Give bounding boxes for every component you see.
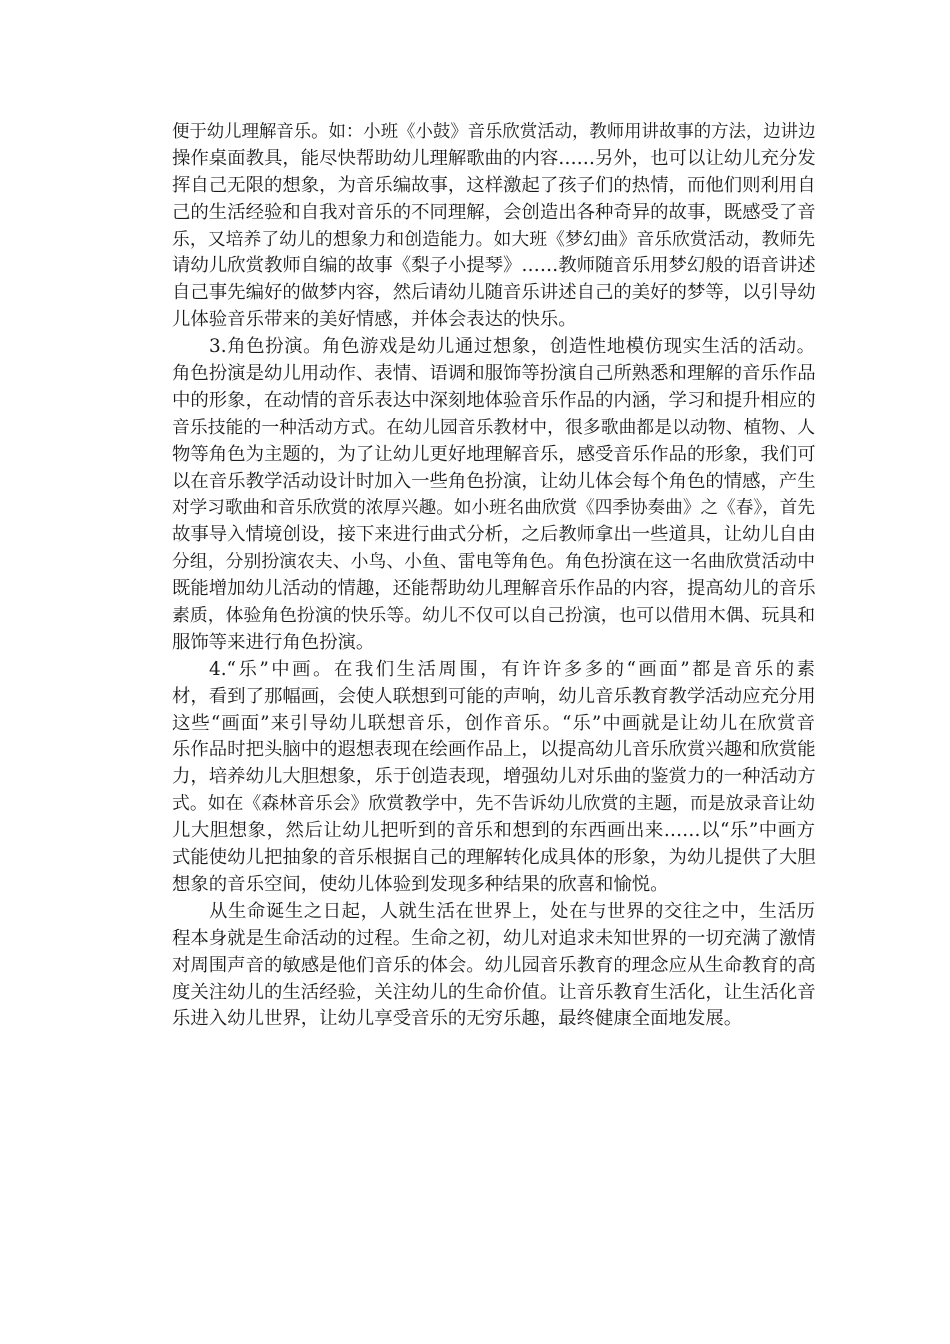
text-line: 角色扮演是幼儿用动作、表情、语调和服饰等扮演自己所熟悉和理解的音乐作品 [172,363,816,385]
text-line: 程本身就是生命活动的过程。生命之初，幼儿对追求未知世界的一切充满了激情 [172,927,816,949]
text-line: 对周围声音的敏感是他们音乐的体会。幼儿园音乐教育的理念应从生命教育的高 [172,954,816,976]
text-line: 以在音乐教学活动设计时加入一些角色扮演，让幼儿体会每个角色的情感，产生 [172,470,816,492]
paragraph-first-line: 3.角色扮演。角色游戏是幼儿通过想象，创造性地模仿现实生活的活动。 [209,336,815,358]
text-line: 度关注幼儿的生活经验，关注幼儿的生命价值。让音乐教育生活化，让生活化音 [172,981,816,1003]
text-line: 服饰等来进行角色扮演。 [172,631,375,653]
text-line: 操作桌面教具，能尽快帮助幼儿理解歌曲的内容……另外，也可以让幼儿充分发 [172,147,816,169]
text-line: 想象的音乐空间，使幼儿体验到发现多种结果的欣喜和愉悦。 [172,873,669,895]
text-line: 己的生活经验和自我对音乐的不同理解，会创造出各种奇异的故事，既感受了音 [172,201,816,223]
text-line: 物等角色为主题的，为了让幼儿更好地理解音乐，感受音乐作品的形象，我们可 [172,443,816,465]
text-line: 儿体验音乐带来的美好情感，并体会表达的快乐。 [172,309,577,331]
text-line: 对学习歌曲和音乐欣赏的浓厚兴趣。如小班名曲欣赏《四季协奏曲》之《春》，首先 [172,498,815,519]
text-line: 音乐技能的一种活动方式。在幼儿园音乐教材中，很多歌曲都是以动物、植物、人 [172,416,815,438]
text-line: 这些“画面”来引导幼儿联想音乐，创作音乐。“乐”中画就是让幼儿在欣赏音 [172,712,815,734]
document-body [172,119,815,1033]
text-line: 自己事先编好的做梦内容，然后请幼儿随音乐讲述自己的美好的梦等，以引导幼 [172,282,816,304]
text-line: 乐，又培养了幼儿的想象力和创造能力。如大班《梦幻曲》音乐欣赏活动，教师先 [172,228,815,250]
text-line: 力，培养幼儿大胆想象，乐于创造表现，增强幼儿对乐曲的鉴赏力的一种活动方 [172,766,816,788]
text-line: 素质，体验角色扮演的快乐等。幼儿不仅可以自己扮演，也可以借用木偶、玩具和 [172,605,815,627]
text-line: 分组，分别扮演农夫、小鸟、小鱼、雷电等角色。角色扮演在这一名曲欣赏活动中 [172,551,815,573]
text-line: 乐作品时把头脑中的遐想表现在绘画作品上，以提高幼儿音乐欣赏兴趣和欣赏能 [172,739,816,761]
paragraph-first-line: 从生命诞生之日起，人就生活在世界上，处在与世界的交往之中，生活历 [209,900,815,922]
text-line: 儿大胆想象，然后让幼儿把听到的音乐和想到的东西画出来……以“乐”中画方 [172,820,815,842]
text-line: 式能使幼儿把抽象的音乐根据自己的理解转化成具体的形象，为幼儿提供了大胆 [172,847,816,869]
text-line: 请幼儿欣赏教师自编的故事《梨子小提琴》……教师随音乐用梦幻般的语音讲述 [172,255,816,277]
text-line: 材，看到了那幅画，会使人联想到可能的声响，幼儿音乐教育教学活动应充分用 [172,685,816,707]
text-line: 乐进入幼儿世界，让幼儿享受音乐的无穷乐趣，最终健康全面地发展。 [172,1008,743,1030]
text-line: 式。如在《森林音乐会》欣赏教学中，先不告诉幼儿欣赏的主题，而是放录音让幼 [172,793,815,815]
text-line: 挥自己无限的想象，为音乐编故事，这样激起了孩子们的热情，而他们则利用自 [172,174,816,196]
paragraph-first-line: 4.“乐”中画。在我们生活周围，有许许多多的“画面”都是音乐的素 [209,658,815,680]
text-line: 中的形象，在动情的音乐表达中深刻地体验音乐作品的内涵，学习和提升相应的 [172,389,816,411]
text-line: 既能增加幼儿活动的情趣，还能帮助幼儿理解音乐作品的内容，提高幼儿的音乐 [172,578,816,600]
text-line: 故事导入情境创设，接下来进行曲式分析，之后教师拿出一些道具，让幼儿自由 [172,524,816,546]
text-line: 便于幼儿理解音乐。如：小班《小鼓》音乐欣赏活动，教师用讲故事的方法，边讲边 [172,122,816,142]
